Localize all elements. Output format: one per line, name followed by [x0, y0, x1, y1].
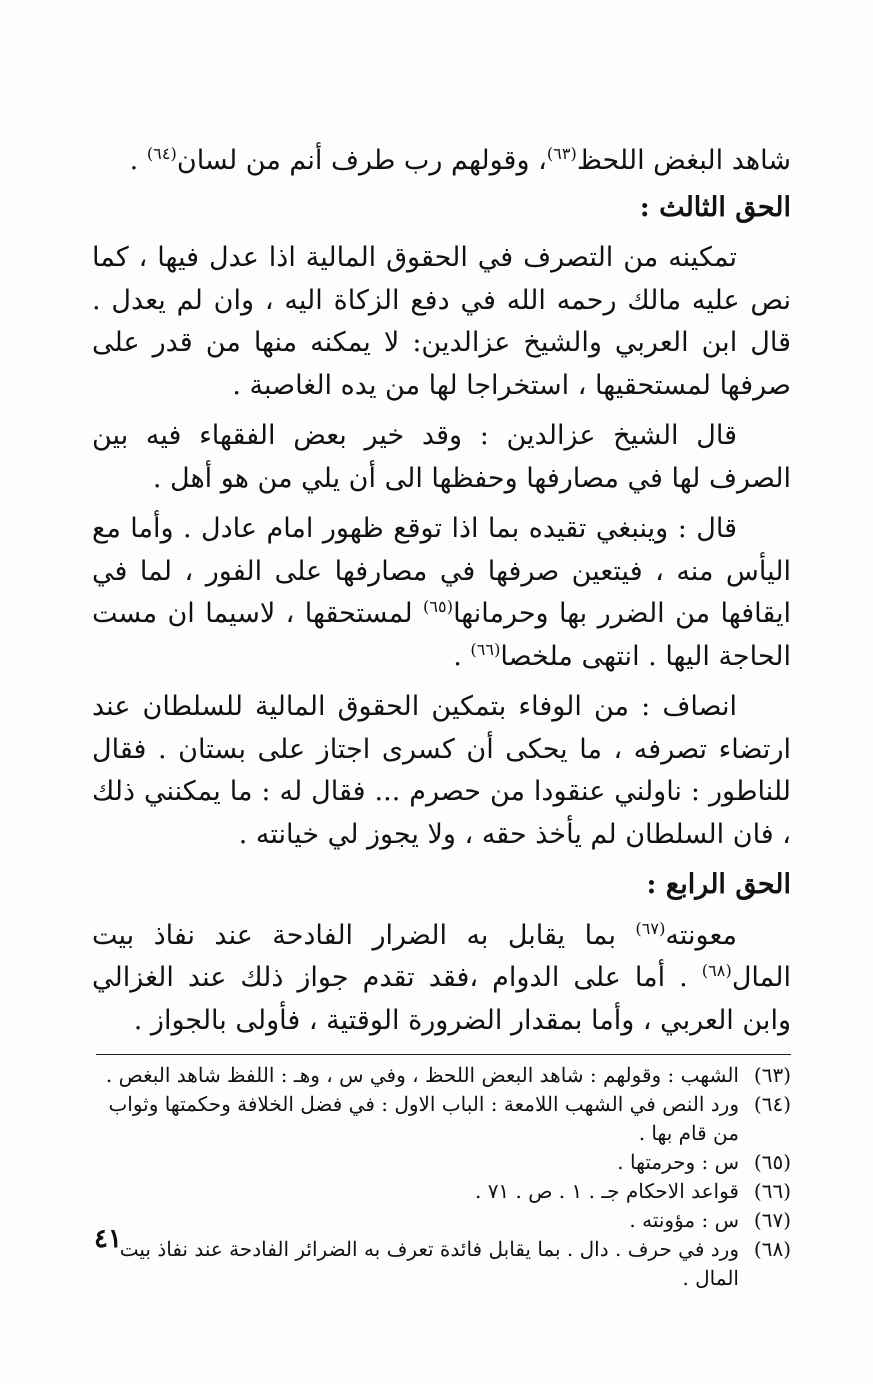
footnote-ref-63[interactable]: (٦٣): [546, 144, 577, 163]
text-span: قال : وينبغي تقيده بما اذا توقع ظهور امام عادل . وأما مع اليأس منه ، فيتعين صرفها في مصارفها على الفور ، لما في ايقافها من الضرر بها وحرمانها: [92, 513, 792, 629]
footnote-text: س : مؤونته .: [629, 1208, 739, 1232]
text-span: لمستحقها ، لاسيما ان مست الحاجة اليها . انتهى ملخصا: [92, 598, 791, 672]
footnote-number: (٦٣): [753, 1063, 791, 1087]
paragraph-3: قال الشيخ عزالدين : وقد خير بعض الفقهاء فيه بين الصرف لها في مصارفها وحفظها الى أن يلي من هو أهل .: [92, 420, 791, 494]
footnote-64: [92, 1090, 791, 1148]
footnote-number: (٦٤): [753, 1092, 791, 1116]
paragraph-2: تمكينه من التصرف في الحقوق المالية اذا عدل فيها ، كما نص عليه مالك رحمه الله في دفع الزكاة اليه ، وان لم يعدل . قال ابن العربي والشيخ عزالدين: لا يمكنه منها من قدر على صرفها لمستحقيها ، استخراجا لها من يده الغاصبة .: [92, 242, 791, 401]
footnote-ref-66[interactable]: (٦٦): [470, 639, 501, 659]
heading-third-right: الحق الثالث :: [639, 191, 791, 223]
footnote-number: (٦٥): [753, 1150, 791, 1174]
text-span: ، وقولهم رب طرف أنم من لسان: [176, 145, 547, 176]
footnote-text: ورد النص في الشهب اللامعة : الباب الاول : في فضل الخلافة وحكمتها وثواب من قام بها .: [108, 1092, 739, 1145]
footnote-number: (٦٧): [753, 1208, 791, 1232]
paragraph-1: [92, 140, 791, 183]
footnote-ref-67[interactable]: (٦٧): [635, 918, 666, 938]
footnotes: [92, 1061, 791, 1293]
footnote-65: [92, 1148, 791, 1177]
footnote-67: [92, 1206, 791, 1235]
footnote-number: (٦٦): [753, 1179, 791, 1203]
footnote-text: س : وحرمتها .: [617, 1150, 739, 1174]
footnote-ref-64[interactable]: (٦٤): [146, 144, 177, 163]
footnote-text: ورد في حرف . دال . بما يقابل فائدة تعرف به الضرائر الفادحة عند نفاذ بيت المال .: [119, 1237, 739, 1290]
footnote-68: [92, 1235, 791, 1293]
footnote-text: قواعد الاحكام جـ . ١ . ص . ٧١ .: [474, 1179, 739, 1203]
footnote-63: [92, 1061, 791, 1090]
paragraph-5: انصاف : من الوفاء بتمكين الحقوق المالية للسلطان عند ارتضاء تصرفه ، ما يحكى أن كسرى اجتاز على بستان . فقال للناطور : ناولني عنقودا من حصرم ... فقال له : ما يمكنني ذلك ، فان السلطان لم يأخذ حقه ، ولا يجوز لي خيانته .: [92, 691, 791, 850]
text-span: .: [129, 145, 147, 176]
text-span: بما يقابل به الضرار الفادحة عند نفاذ بيت المال: [92, 919, 791, 993]
text-span: .: [453, 640, 471, 672]
text-span: شاهد البغض اللحظ: [576, 145, 791, 176]
footnote-number: (٦٨): [753, 1237, 791, 1261]
page-number: ٤١: [94, 1224, 122, 1254]
heading-fourth-right: الحق الرابع :: [646, 869, 791, 900]
footnote-ref-65[interactable]: (٦٥): [423, 597, 454, 616]
footnote-66: [92, 1177, 791, 1206]
paragraph-4: [92, 508, 791, 678]
footnote-ref-68[interactable]: (٦٨): [701, 961, 732, 980]
text-span: معونته: [665, 919, 737, 951]
footnote-separator: [96, 1054, 791, 1055]
text-span: . أما على الدوام ،فقد تقدم جواز ذلك عند الغزالي وابن العربي ، وأما بمقدار الضرورة الوقتية ، فأولى بالجواز .: [92, 962, 791, 1036]
paragraph-6: [92, 915, 791, 1043]
main-text: [92, 140, 791, 1042]
footnote-text: الشهب : وقولهم : شاهد البعض اللحظ ، وفي س ، وهـ : اللفظ شاهد البغص .: [105, 1063, 739, 1087]
